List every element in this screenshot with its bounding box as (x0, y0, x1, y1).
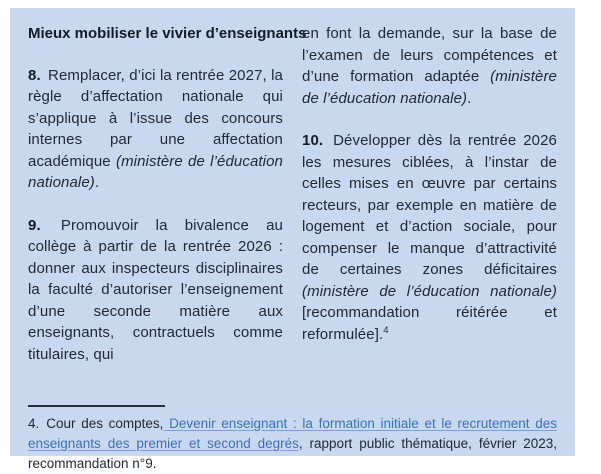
footnote-area (28, 405, 557, 474)
left-column (28, 23, 307, 365)
recommendation-9-continued (302, 23, 557, 109)
recommendation-9-number: 9. (28, 216, 41, 234)
footnote-4-prefix: Cour des comptes, (46, 416, 164, 431)
section-heading: Mieux mobiliser le vivier d’enseignants (28, 25, 307, 42)
recommendation-9-continued-end: . (467, 89, 472, 107)
two-column-layout (28, 23, 557, 365)
recommendation-8 (28, 65, 283, 194)
recommendation-8-number: 8. (28, 66, 41, 84)
recommendation-10-number: 10. (302, 132, 324, 149)
recommendation-8-ministry: (ministère de l’éducation nationale) (28, 152, 283, 191)
recommendation-10-bracket: [recommandation réitérée et reformulée]. (302, 304, 557, 343)
recommendation-10 (302, 130, 557, 345)
recommendation-9-text: Promouvoir la bivalence au collège à partir de la rentrée 2026 : donner aux inspecteurs disciplinaires la faculté d’autoriser l’enseignement d’une seconde matière aux enseignants, contractuels comme titulaires, qui (28, 216, 283, 363)
recommendation-10-text: Développer dès la rentrée 2026 les mesures ciblées, à l’instar de celles mises en œuvre par certains recteurs, par exemple en matière de logement et d’action sociale, pour compenser le manque d’attractivité de certaines zones déficitaires (302, 132, 557, 278)
recommendation-9 (28, 215, 283, 366)
recommendation-9-continued-text: en font la demande, sur la base de l’examen de leurs compétences et d’une formation adaptée (302, 25, 557, 85)
recommendation-9-ministry: (ministère de l’éducation nationale) (302, 68, 557, 107)
footnote-reference-4: 4 (383, 324, 389, 336)
footnote-4-number: 4. (28, 416, 40, 431)
right-column (302, 23, 557, 365)
footnote-4 (28, 414, 557, 474)
footnote-separator-rule (28, 405, 165, 407)
recommendation-10-ministry: (ministère de l’éducation nationale) (302, 282, 557, 300)
recommendation-8-text: Remplacer, d’ici la rentrée 2027, la règle d’affectation nationale qui s’applique à l’issue des concours internes par une affectation académique (28, 66, 283, 170)
footnote-report-link[interactable]: Devenir enseignant : la formation initiale et le recrutement des enseignants des premier et second degrés (28, 416, 557, 451)
recommendations-panel (10, 8, 575, 471)
footnote-4-suffix: , rapport public thématique, février 2023, recommandation n°9. (28, 436, 558, 471)
recommendation-8-end: . (94, 174, 100, 191)
